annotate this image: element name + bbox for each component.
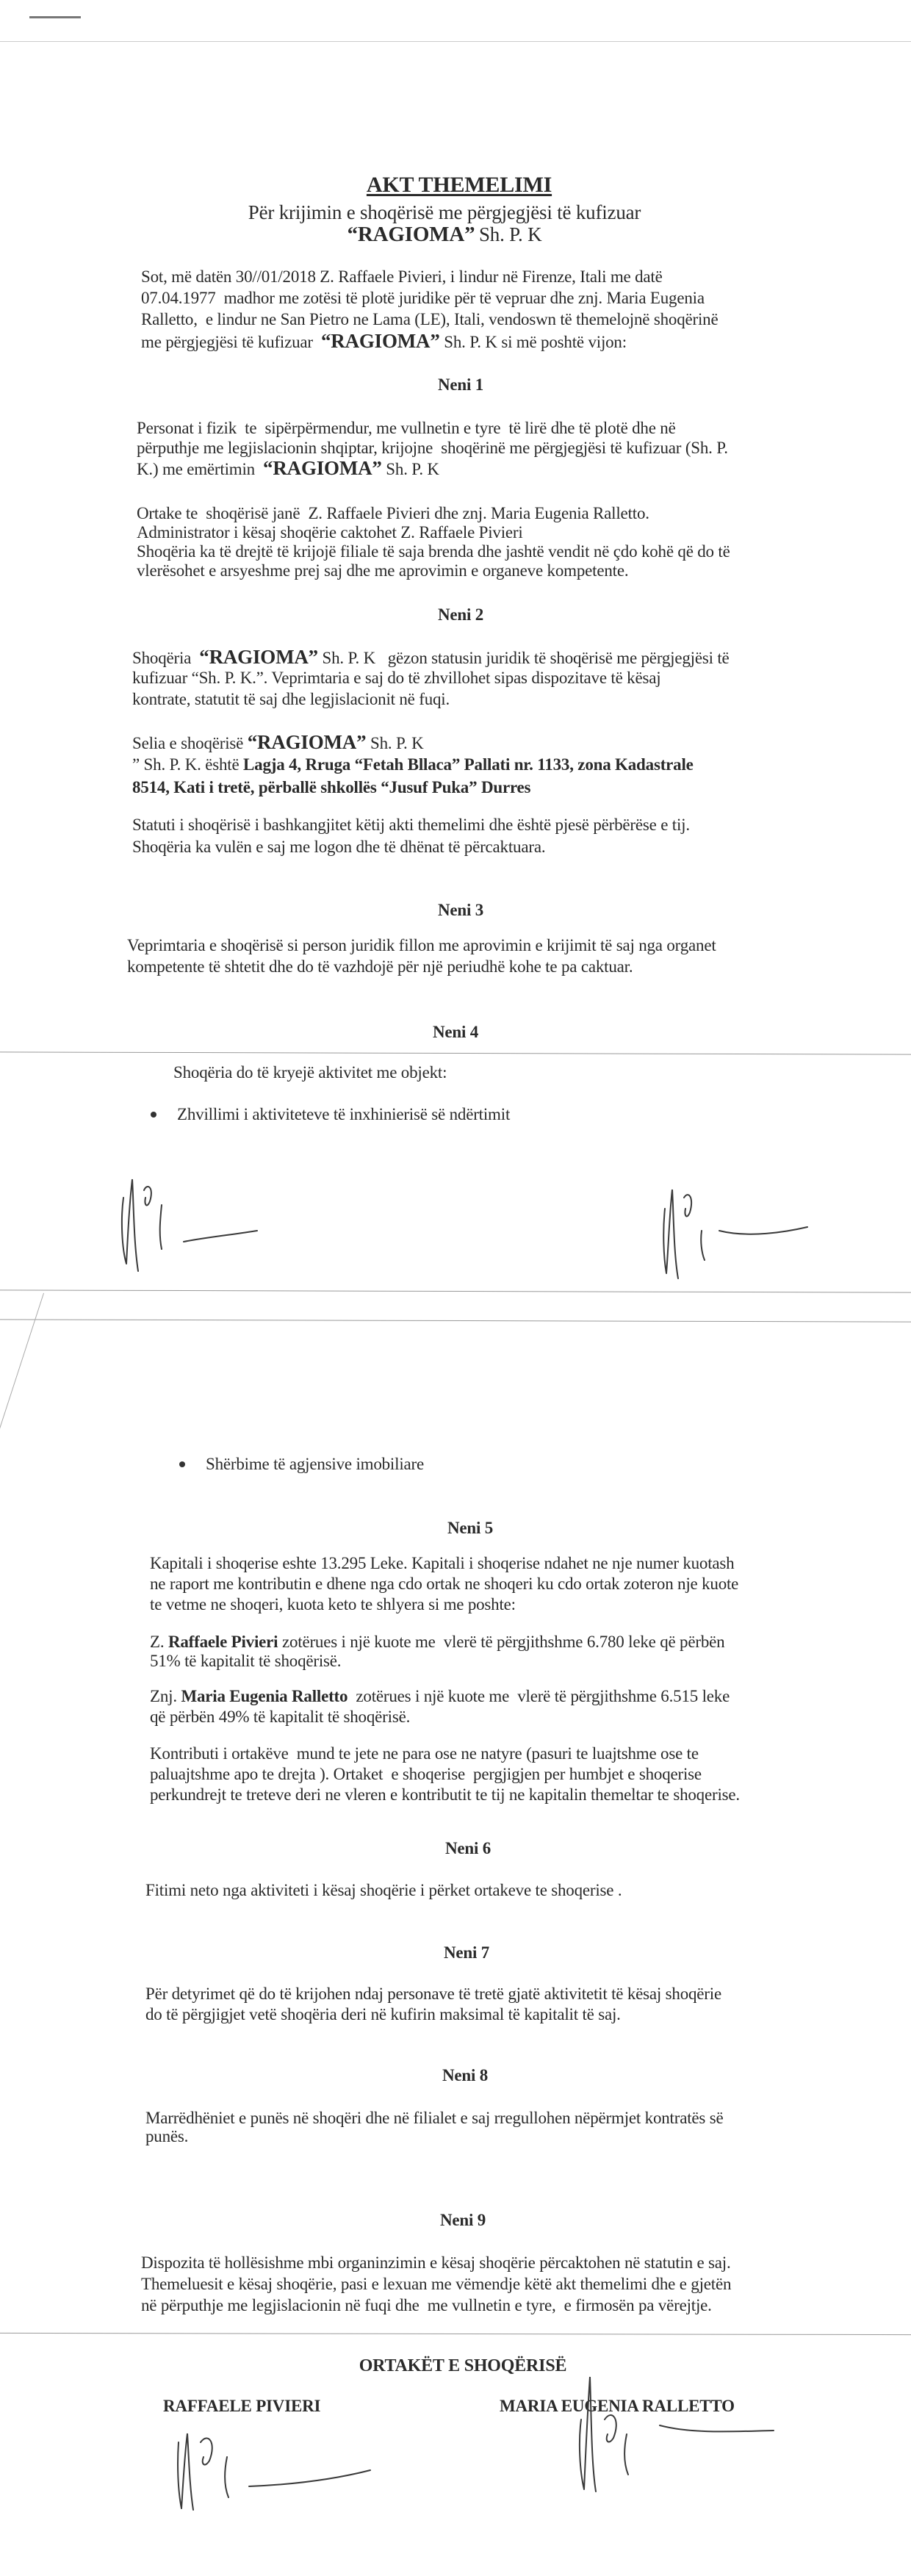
paragraph-line (132, 689, 450, 710)
text-run: kompetente të shtetit dhe do të vazhdojë për një periudhë kohe te pa caktuar. (127, 957, 633, 976)
text-run: kontrate, statutit të saj dhe legjislacionit në fuqi. (132, 690, 450, 708)
text-run: ne raport me kontributin e dhene nga cdo ortak ne shoqeri ku cdo ortak zoteron nje kuote (150, 1575, 739, 1593)
bold-text: Raffaele Pivieri (168, 1633, 278, 1651)
page-break-line (0, 1289, 911, 1292)
paragraph-line (145, 2126, 188, 2147)
article-heading: Neni 5 (447, 1519, 494, 1537)
article-heading: Neni 9 (439, 2211, 486, 2229)
list-item: Zhvillimi i aktiviteteve të inxhinierisë së ndërtimit (177, 1105, 511, 1123)
text-run: vlerësohet e arsyeshme prej saj dhe me aprovimin e organeve kompetente. (137, 561, 629, 580)
text-run: perkundrejt te treteve deri ne vleren e kontributit te tij ne kapitalin themeltar te shoqerise. (150, 1785, 740, 1804)
text-run: Veprimtaria e shoqërisë si person juridik fillon me aprovimin e krijimit të saj nga organet (127, 936, 716, 954)
text-run: Ortake te shoqërisë janë Z. Raffaele Pivieri dhe znj. Maria Eugenia Ralletto. (137, 504, 649, 522)
article-heading: Neni 1 (437, 375, 484, 394)
text-run: Marrëdhëniet e punës në shoqëri dhe në filialet e saj rregullohen nëpërmjet kontratës së (145, 2109, 724, 2127)
paragraph-line (145, 2108, 723, 2129)
text-run: zotërues i një kuote me vlerë të përgjithshme 6.515 leke (348, 1687, 730, 1705)
text-run: Ralletto, e lindur ne San Pietro ne Lama (LE), Itali, vendoswn të themelojnë shoqërinë (141, 310, 719, 328)
document-subtitle: Për krijimin e shoqërisë me përgjegjësi të kufizuar (248, 201, 641, 223)
text-run: Statuti i shoqërisë i bashkangjitet këtij akti themelimi dhe është pjesë përbërëse e tij. (132, 816, 690, 834)
paragraph-line (137, 458, 439, 480)
paragraph-line (141, 2274, 731, 2295)
bullet-icon (151, 1112, 156, 1118)
paragraph-line (137, 438, 728, 458)
paragraph-line (132, 815, 690, 835)
text-run: do të përgjigjet vetë shoqëria deri në kufirin maksimal të kapitalit të saj. (145, 2005, 621, 2023)
bold-text: Maria Eugenia Ralletto (181, 1687, 348, 1705)
partners-heading: ORTAKËT E SHOQËRISË (359, 2356, 567, 2375)
paragraph-line (150, 1574, 738, 1594)
paragraph-line (132, 732, 424, 754)
list-item: Shërbime të agjensive imobiliare (206, 1455, 424, 1473)
text-run: në përputhje me legjislacionin në fuqi dhe me vullnetin e tyre, e firmosën pa vërejtje. (141, 2296, 712, 2314)
fold-line (0, 1051, 911, 1054)
company-line (348, 224, 542, 246)
paragraph-line (141, 267, 663, 287)
paragraph-line (132, 647, 730, 669)
scan-top-mark (29, 16, 81, 18)
article-heading: Neni 2 (437, 605, 484, 624)
signature-ralletto-page1 (660, 1187, 815, 1282)
company-name: “RAGIOMA” (347, 223, 475, 246)
bold-text: Lagja 4, Rruga “Fetah Bllaca” Pallati nr. 1133, zona Kadastrale (243, 755, 694, 774)
article-heading: Neni 6 (444, 1839, 491, 1857)
article-heading: Neni 3 (437, 901, 484, 919)
paragraph-line (127, 957, 633, 977)
paragraph-line (141, 331, 627, 353)
text-run: Selia e shoqërisë (132, 734, 248, 752)
scan-top-line (0, 41, 911, 42)
paragraph-line (137, 418, 676, 439)
paragraph-line (150, 1686, 730, 1707)
paragraph-line (137, 561, 628, 581)
paragraph-line (127, 935, 716, 956)
text-run: Shoqëria do të kryejë aktivitet me objekt: (173, 1063, 447, 1082)
paragraph-line (150, 1785, 740, 1805)
paragraph-line (132, 837, 545, 857)
text-run: 07.04.1977 madhor me zotësi të plotë juridike për të vepruar dhe znj. Maria Eugenia (141, 289, 705, 307)
text-run: kufizuar “Sh. P. K.”. Veprimtaria e saj do të zhvillohet sipas dispozitave të kësaj (132, 669, 661, 687)
paragraph-line (132, 668, 660, 688)
article-heading: Neni 4 (432, 1023, 479, 1041)
fold-line (0, 2333, 911, 2335)
text-run: te vetme ne shoqeri, kuota keto te shlyera si me poshte: (150, 1595, 516, 1613)
paragraph-line (137, 542, 730, 562)
text-run: ” Sh. P. K. është (132, 755, 244, 774)
bold-text: 8514, Kati i tretë, përballë shkollës “Jusuf Puka” Durres (132, 778, 531, 796)
text-run: Shoqëria (132, 649, 200, 667)
text-run: Kapitali i shoqerise eshte 13.295 Leke. Kapitali i shoqerise ndahet ne nje numer kuotash (150, 1554, 735, 1572)
text-run: paluajtshme apo te drejta ). Ortaket e shoqerise pergjigjen per humbjet e shoqerise (150, 1765, 702, 1783)
signature-ralletto (575, 2375, 781, 2493)
paragraph-line (137, 503, 649, 524)
page-edge-diagonal (0, 1293, 44, 1461)
text-run: Themeluesit e kësaj shoqërie, pasi e lexuan me vëmendje këtë akt themelimi dhe e gjetën (141, 2275, 732, 2293)
text-run: Shoqëria ka të drejtë të krijojë filiale të saja brenda dhe jashtë vendit në çdo kohë që do të (137, 542, 730, 561)
company-name: “RAGIOMA” (263, 457, 382, 479)
paragraph-line (150, 1764, 702, 1785)
text-run: Znj. (150, 1687, 181, 1705)
paragraph-line (137, 522, 523, 543)
paragraph-line (145, 1880, 622, 1901)
text-run: Kontributi i ortakëve mund te jete ne para ose ne natyre (pasuri te luajtshme ose te (150, 1744, 699, 1763)
text-run: Sh. P. K (381, 460, 439, 478)
text-run: Sh. P. K si më poshtë vijon: (439, 333, 627, 351)
text-run: Fitimi neto nga aktiviteti i kësaj shoqërie i përket ortakeve te shoqerise . (145, 1881, 622, 1899)
text-run: punës. (145, 2127, 189, 2145)
paragraph-line (141, 288, 705, 309)
text-run: Për detyrimet që do të krijohen ndaj personave të tretë gjatë aktivitetit të kësaj shoqërie (145, 1985, 721, 2003)
document-title: AKT THEMELIMI (366, 173, 552, 197)
partner-name-1: RAFFAELE PIVIERI (163, 2397, 321, 2415)
text-run: Administrator i kësaj shoqërie caktohet Z. Raffaele Pivieri (137, 523, 523, 542)
paragraph-line (145, 1984, 721, 2004)
paragraph-line (141, 309, 718, 330)
paragraph-line (150, 1553, 735, 1574)
article-heading: Neni 8 (442, 2066, 489, 2084)
text-run: 51% të kapitalit të shoqërisë. (150, 1652, 342, 1670)
paragraph-line (150, 1632, 724, 1652)
paragraph-line (141, 2295, 712, 2316)
article-heading: Neni 7 (443, 1943, 490, 1962)
text-run: Personat i fizik te sipërpërmendur, me vullnetin e tyre të lirë dhe të plotë dhe në (137, 419, 676, 437)
paragraph-line (173, 1062, 447, 1083)
signature-pivieri-page1 (118, 1176, 264, 1278)
text-run: Z. (150, 1633, 168, 1651)
paragraph-line (141, 2253, 731, 2273)
text-run: Shoqëria ka vulën e saj me logon dhe të dhënat të përcaktuara. (132, 838, 546, 856)
bullet-icon (179, 1461, 185, 1467)
paragraph-line (145, 2004, 621, 2025)
partner-name-2: MARIA EUGENIA RALLETTO (500, 2397, 735, 2415)
paragraph-line (132, 777, 530, 798)
paragraph-line (150, 1744, 699, 1764)
company-name: “RAGIOMA” (247, 731, 367, 753)
text-run: Sh. P. K gëzon statusin juridik të shoqërisë me përgjegjësi të (317, 649, 730, 667)
paragraph-line (150, 1594, 516, 1615)
signature-pivieri (176, 2428, 381, 2512)
text-run: që përbën 49% të kapitalit të shoqërisë. (150, 1708, 411, 1726)
text-run: Sot, më datën 30//01/2018 Z. Raffaele Pivieri, i lindur në Firenze, Itali me datë (141, 267, 663, 286)
text-run: Dispozita të hollësishme mbi organinzimin e kësaj shoqërie përcaktohen në statutin e saj. (141, 2253, 731, 2272)
paragraph-line (132, 755, 694, 775)
text-run: K.) me emërtimin (137, 460, 264, 478)
paragraph-line (150, 1707, 410, 1727)
paragraph-line (150, 1651, 341, 1672)
text-run: zotërues i një kuote me vlerë të përgjithshme 6.780 leke që përbën (278, 1633, 725, 1651)
text-run: Sh. P. K (366, 734, 424, 752)
company-suffix: Sh. P. K (478, 223, 542, 245)
company-name: “RAGIOMA” (320, 330, 440, 352)
text-run: me përgjegjësi të kufizuar (141, 333, 321, 351)
page-break-line (0, 1319, 911, 1322)
company-name: “RAGIOMA” (199, 646, 318, 668)
text-run: përputhje me legjislacionin shqiptar, krijojne shoqërinë me përgjegjësi të kufizuar (Sh. P. (137, 439, 728, 457)
